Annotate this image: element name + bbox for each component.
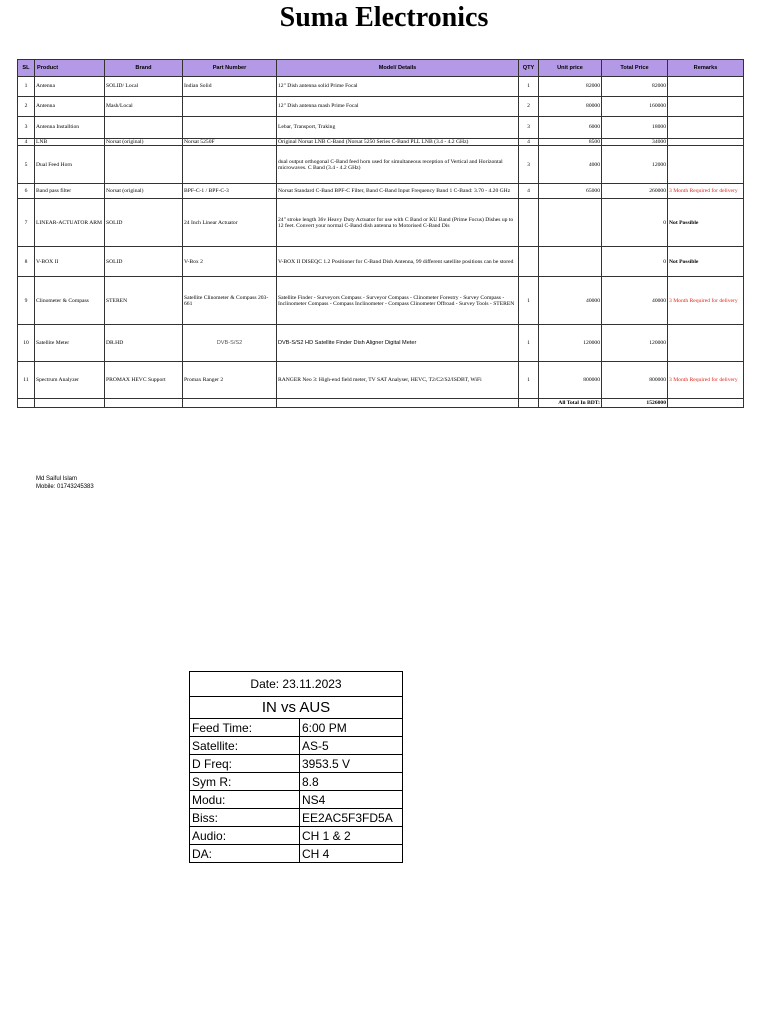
table-cell-product: Band pass filter [35, 184, 105, 199]
table-row [18, 97, 744, 117]
table-cell-part-number: Indian Solid [183, 77, 277, 97]
table-row [18, 199, 744, 247]
table-cell-brand: SOLID/ Local [105, 77, 183, 97]
table-cell-brand: STEREN [105, 277, 183, 325]
table-cell-product: LINEAR-ACTUATOR ARM [35, 199, 105, 247]
table-cell-total-price: 34000 [602, 139, 668, 146]
table-cell-remarks: Not Possible [668, 247, 744, 277]
header-qty: QTY [519, 60, 539, 77]
table-cell-model-details: Lebar, Transport, Traking [277, 117, 519, 139]
table-cell-sl: 11 [18, 362, 35, 399]
contact-name: Md Saiful Islam [36, 476, 78, 482]
feed-label: Biss: [190, 809, 300, 827]
document-title: Suma Electronics [279, 2, 489, 33]
table-cell-sl: 9 [18, 277, 35, 325]
table-cell-total-price: 40000 [602, 277, 668, 325]
feed-date: Date: 23.11.2023 [190, 672, 403, 697]
table-cell-unit-price: 8500 [539, 139, 602, 146]
table-cell-part-number [183, 117, 277, 139]
table-cell-model-details: Satellite Finder - Surveyors Compass - Surveyor Compass - Clinometer Forestry - Survey Compass - Inclinometer Compass - Compass Inclinometer - Compass Clinometer Offroad - Survey Tools - STEREN [277, 277, 519, 325]
table-cell-qty [519, 199, 539, 247]
table-cell-unit-price: 82000 [539, 77, 602, 97]
table-cell-total-price: 120000 [602, 325, 668, 362]
price-quotation-table [17, 59, 744, 408]
feed-label: Feed Time: [190, 719, 300, 737]
table-cell-product: Spectrum Analyzer [35, 362, 105, 399]
table-cell-brand: SOLID [105, 247, 183, 277]
feed-row [190, 719, 403, 737]
table-cell-total-price: 0 [602, 199, 668, 247]
table-cell-part-number: Norsat 5250F [183, 139, 277, 146]
table-cell-sl: 5 [18, 146, 35, 184]
table-cell-total-price: 12000 [602, 146, 668, 184]
table-cell-model-details: DVB-S/S2 HD Satellite Finder Dish Aligner Digital Meter [277, 325, 519, 362]
feed-label: Modu: [190, 791, 300, 809]
table-cell-brand: SOLID [105, 199, 183, 247]
header-remarks: Remarks [668, 60, 744, 77]
table-cell-total-price: 260000 [602, 184, 668, 199]
feed-row [190, 827, 403, 845]
table-cell-remarks: 3 Month Required for delivery [668, 362, 744, 399]
table-cell-qty: 1 [519, 77, 539, 97]
feed-label: D Freq: [190, 755, 300, 773]
table-cell-model-details: 12" Dish antenna solid Prime Focal [277, 77, 519, 97]
feed-match: IN vs AUS [190, 697, 403, 719]
table-row [18, 362, 744, 399]
table-cell-sl: 4 [18, 139, 35, 146]
table-cell-unit-price: 40000 [539, 277, 602, 325]
table-cell-qty: 4 [519, 184, 539, 199]
total-value: 1526000 [602, 399, 668, 408]
table-cell-unit-price [539, 247, 602, 277]
table-cell-product: LNB [35, 139, 105, 146]
feed-value: AS-5 [300, 737, 403, 755]
table-cell-model-details: 12" Dish antenna mash Prime Focal [277, 97, 519, 117]
table-cell-qty: 1 [519, 325, 539, 362]
table-cell-product: Antenna Installtion [35, 117, 105, 139]
table-cell-part-number: BPF-C-1 / BPF-C-3 [183, 184, 277, 199]
table-cell-remarks [668, 97, 744, 117]
table-cell-unit-price: 800000 [539, 362, 602, 399]
table-cell-product: Dual Feed Horn [35, 146, 105, 184]
table-cell-model-details: Original Norsat LNB C-Band (Norsat 5250 Series C-Band PLL LNB (3.4 - 4.2 GHz) [277, 139, 519, 146]
table-cell-sl: 3 [18, 117, 35, 139]
table-cell-part-number [183, 146, 277, 184]
table-row [18, 139, 744, 146]
table-cell-brand: PROMAX HEVC Support [105, 362, 183, 399]
table-cell-total-price: 0 [602, 247, 668, 277]
table-cell-unit-price: 65000 [539, 184, 602, 199]
contact-mobile: Mobile: 01743245383 [36, 484, 94, 490]
feed-label: Satellite: [190, 737, 300, 755]
feed-value: EE2AC5F3FD5A [300, 809, 403, 827]
feed-row [190, 737, 403, 755]
table-header-row [18, 60, 744, 77]
table-row [18, 146, 744, 184]
table-cell-remarks [668, 146, 744, 184]
table-cell-remarks [668, 325, 744, 362]
header-model-details: Model/ Details [277, 60, 519, 77]
table-row [18, 277, 744, 325]
table-cell-sl: 10 [18, 325, 35, 362]
feed-value: CH 4 [300, 845, 403, 863]
feed-value: NS4 [300, 791, 403, 809]
table-cell-qty: 3 [519, 117, 539, 139]
header-brand: Brand [105, 60, 183, 77]
table-cell-product: Satellite Meter [35, 325, 105, 362]
table-cell-unit-price: 80000 [539, 97, 602, 117]
table-cell-part-number: V-Box 2 [183, 247, 277, 277]
table-cell-model-details: V-BOX II DISEQC 1.2 Positioner for C-Band Dish Antenna, 99 different satellite positions can be stored [277, 247, 519, 277]
table-cell-qty: 3 [519, 146, 539, 184]
table-cell-brand [105, 146, 183, 184]
table-cell-remarks: 3 Month Required for delivery [668, 184, 744, 199]
table-cell-product: Antenna [35, 97, 105, 117]
table-cell-total-price: 800000 [602, 362, 668, 399]
table-cell-remarks [668, 139, 744, 146]
header-part-number: Part Number [183, 60, 277, 77]
table-cell-qty: 1 [519, 362, 539, 399]
table-row [18, 184, 744, 199]
table-cell-sl: 7 [18, 199, 35, 247]
table-cell-model-details: 24" stroke length 36v Heavy Duty Actuator for use with C Band or KU Band (Prime Focus) Dishes up to 12 feet. Convert your normal C-Band dish antenna to Motorised C-Band Dis [277, 199, 519, 247]
table-cell-part-number [183, 97, 277, 117]
table-cell-unit-price: 6000 [539, 117, 602, 139]
feed-row [190, 791, 403, 809]
header-product: Product [35, 60, 105, 77]
table-cell-sl: 6 [18, 184, 35, 199]
table-cell-brand: Norsat (original) [105, 184, 183, 199]
table-cell-brand: DR.HD [105, 325, 183, 362]
feed-row [190, 773, 403, 791]
table-cell-sl: 1 [18, 77, 35, 97]
table-cell-unit-price [539, 199, 602, 247]
table-cell-product: Antenna [35, 77, 105, 97]
table-cell-sl: 2 [18, 97, 35, 117]
table-cell-total-price: 160000 [602, 97, 668, 117]
table-cell-model-details: Norsat Standard C-Band BPF-C Filter, Band C-Band Input Frequency Band 1 C-Band: 3.70 - 4.20 GHz [277, 184, 519, 199]
table-cell-remarks: 3 Month Required for delivery [668, 277, 744, 325]
table-row [18, 247, 744, 277]
table-cell-brand: Norsat (original) [105, 139, 183, 146]
table-cell-product: V-BOX II [35, 247, 105, 277]
feed-label: DA: [190, 845, 300, 863]
table-cell-total-price: 18000 [602, 117, 668, 139]
table-cell-part-number: Satellite Clinometer & Compass 203-661 [183, 277, 277, 325]
feed-label: Audio: [190, 827, 300, 845]
table-cell-part-number: DVB-S/S2 [183, 325, 277, 362]
table-cell-part-number: Promax Ranger 2 [183, 362, 277, 399]
table-cell-model-details: dual output orthogonal C-Band feed horn used for simultaneous reception of Vertical and Horizontal microwaves. C Band (3.4 - 4.2 GHz) [277, 146, 519, 184]
table-cell-model-details: RANGER Neo 3: High-end field meter, TV SAT Analyser, HEVC, T2/C2/S2/ISDBT, WiFi [277, 362, 519, 399]
table-row [18, 77, 744, 97]
table-cell-unit-price: 4000 [539, 146, 602, 184]
total-row [18, 399, 744, 408]
table-cell-qty: 1 [519, 277, 539, 325]
table-cell-qty: 4 [519, 139, 539, 146]
feed-row [190, 845, 403, 863]
feed-value: 8.8 [300, 773, 403, 791]
header-sl: SL [18, 60, 35, 77]
table-cell-brand: Mash/Local [105, 97, 183, 117]
table-cell-unit-price: 120000 [539, 325, 602, 362]
table-cell-sl: 8 [18, 247, 35, 277]
header-unit-price: Unit price [539, 60, 602, 77]
feed-value: 3953.5 V [300, 755, 403, 773]
table-cell-product: Clinometer & Compass [35, 277, 105, 325]
table-row [18, 117, 744, 139]
table-cell-remarks: Not Possible [668, 199, 744, 247]
table-cell-qty: 2 [519, 97, 539, 117]
table-cell-qty [519, 247, 539, 277]
feed-info-card [189, 671, 403, 863]
table-cell-remarks [668, 77, 744, 97]
feed-value: CH 1 & 2 [300, 827, 403, 845]
table-cell-brand [105, 117, 183, 139]
total-label: All Total In BDT: [539, 399, 602, 408]
feed-row [190, 809, 403, 827]
feed-row [190, 755, 403, 773]
table-cell-remarks [668, 117, 744, 139]
table-cell-part-number: 24 Inch Linear Actuator [183, 199, 277, 247]
feed-value: 6:00 PM [300, 719, 403, 737]
table-cell-total-price: 82000 [602, 77, 668, 97]
feed-label: Sym R: [190, 773, 300, 791]
table-row [18, 325, 744, 362]
contact-block [36, 475, 94, 491]
header-total-price: Total Price [602, 60, 668, 77]
